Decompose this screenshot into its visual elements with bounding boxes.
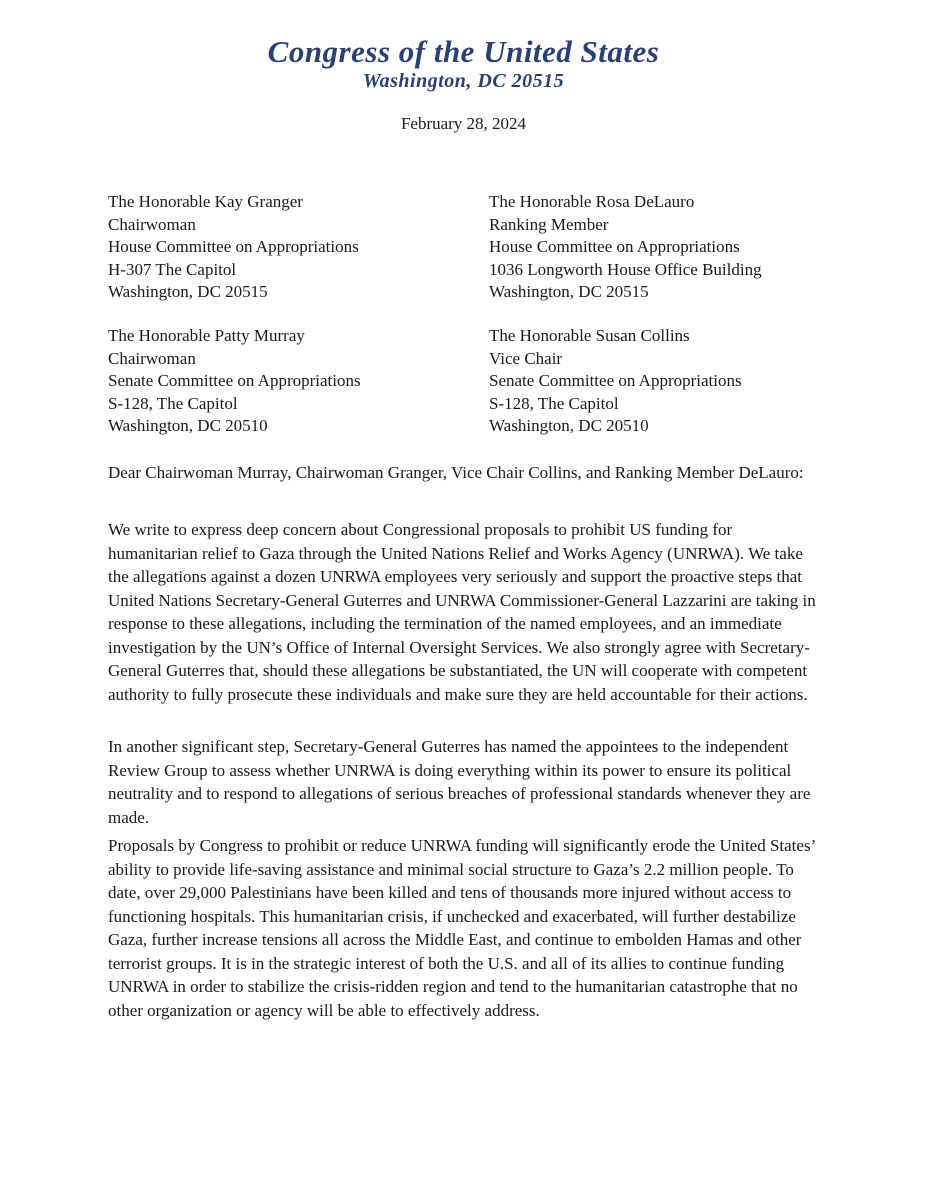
body-paragraph-3 <box>108 834 824 1022</box>
recipient-title: Vice Chair <box>489 348 563 368</box>
salutation: Dear Chairwoman Murray, Chairwoman Granger, Vice Chair Collins, and Ranking Member DeLauro: <box>108 463 804 482</box>
recipient-title: Chairwoman <box>108 214 196 234</box>
recipient-office: H-307 The Capitol <box>108 259 237 279</box>
body-paragraph-1 <box>108 518 824 706</box>
paragraph-text: Proposals by Congress to prohibit or reduce UNRWA funding will significantly erode the United States’ ability to provide life-saving assistance and minimal social structure to Gaza’s 2.2 million people. To date, over 29,000 Palestinians have been killed and tens of thousands more injured without access to functioning hospitals. This humanitarian crisis, if unchecked and exacerbated, will further destabilize Gaza, further increase tensions all across the Middle East, and continue to embolden Hamas and other terrorist groups. It is in the strategic interest of both the U.S. and all of its allies to continue funding UNRWA in order to stabilize the crisis-ridden region and tend to the humanitarian catastrophe that no other organization or agency will be able to effectively address. <box>108 836 815 1020</box>
recipient-name: The Honorable Patty Murray <box>108 326 305 345</box>
recipient-committee: Senate Committee on Appropriations <box>108 371 361 390</box>
recipient-office: S-128, The Capitol <box>489 393 619 413</box>
paragraph-text: We write to express deep concern about Congressional proposals to prohibit US funding for humanitarian relief to Gaza through the United Nations Relief and Works Agency (UNRWA). We take the allegations against a dozen UNRWA employees very seriously and support the proactive steps that United Nations Secretary-General Guterres and UNRWA Commissioner-General Lazzarini are taking in response to these allegations, including the termination of the named employees, and an immediate investigation by the UN’s Office of Internal Oversight Services. We also strongly agree with Secretary-General Guterres that, should these allegations be substantiated, the UN will cooperate with competent authority to fully prosecute these individuals and make sure they are held accountable for their actions. <box>108 520 816 704</box>
recipient-name: The Honorable Rosa DeLauro <box>489 192 695 211</box>
recipient-committee: House Committee on Appropriations <box>108 237 359 256</box>
recipient-office: 1036 Longworth House Office Building <box>489 259 762 279</box>
paragraph-text: In another significant step, Secretary-General Guterres has named the appointees to the independent Review Group to assess whether UNRWA is doing everything within its power to ensure its political neutrality and to respond to allegations of serious breaches of professional standards whenever they are made. <box>108 737 811 827</box>
recipient-title: Chairwoman <box>108 348 196 368</box>
recipient-office: S-128, The Capitol <box>108 393 238 413</box>
body-paragraph-2 <box>108 735 824 829</box>
recipient-city: Washington, DC 20515 <box>108 282 268 301</box>
letter-date: February 28, 2024 <box>400 114 527 133</box>
recipient-name: The Honorable Kay Granger <box>108 192 303 211</box>
recipient-block-collins <box>489 325 742 438</box>
recipient-city: Washington, DC 20510 <box>108 416 268 435</box>
recipient-block-delauro <box>489 191 762 304</box>
recipient-block-murray <box>108 325 361 438</box>
recipient-title: Ranking Member <box>489 214 609 234</box>
recipient-committee: House Committee on Appropriations <box>489 237 740 256</box>
recipient-block-granger <box>108 191 359 304</box>
letterhead-subtitle: Washington, DC 20515 <box>362 70 565 92</box>
recipient-city: Washington, DC 20515 <box>489 282 649 301</box>
recipient-committee: Senate Committee on Appropriations <box>489 371 742 390</box>
recipient-name: The Honorable Susan Collins <box>489 326 690 345</box>
letterhead-title: Congress of the United States <box>267 34 660 69</box>
recipient-city: Washington, DC 20510 <box>489 416 649 435</box>
